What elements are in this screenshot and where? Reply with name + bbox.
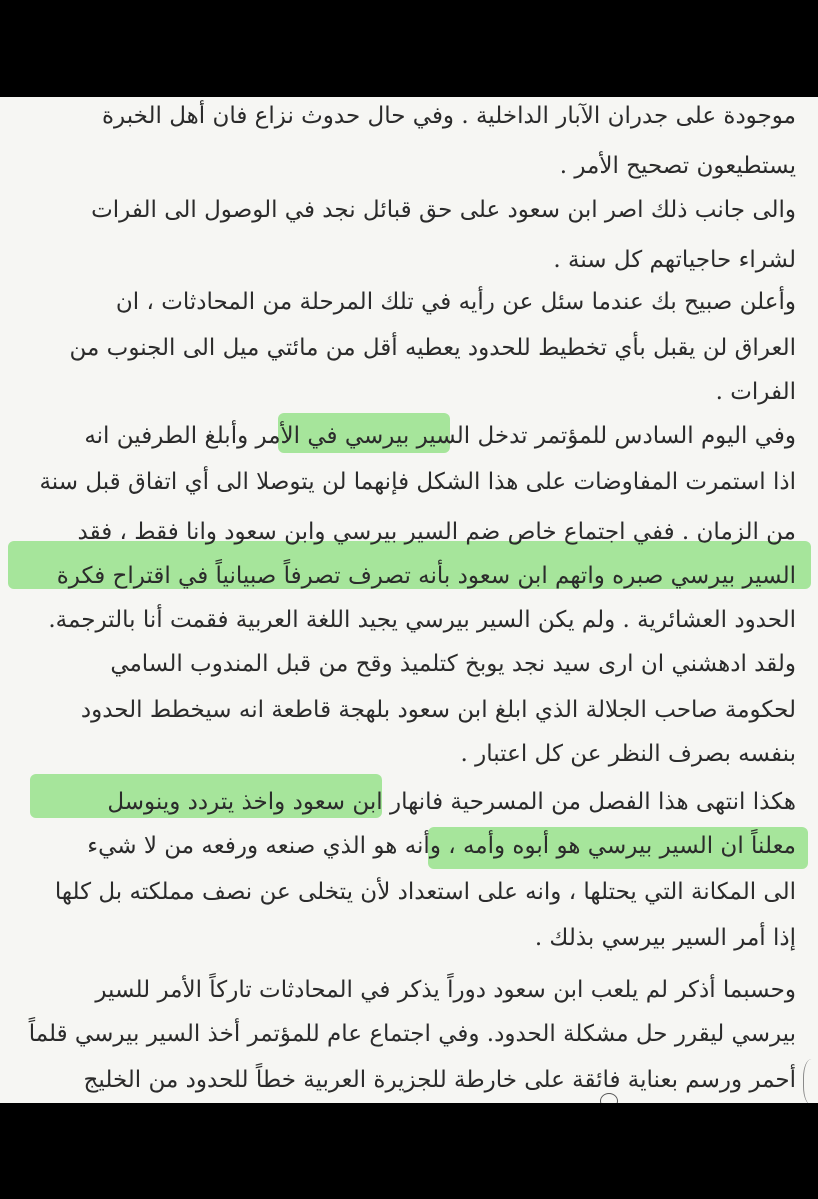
- text-line: بيرسي ليقرر حل مشكلة الحدود. وفي اجتماع عام للمؤتمر أخذ السير بيرسي قلماً: [28, 1021, 796, 1047]
- text-line: يستطيعون تصحيح الأمر .: [559, 153, 796, 179]
- text-line: الى المكانة التي يحتلها ، وانه على استعداد لأن يتخلى عن نصف مملكته بل كلها: [54, 879, 796, 905]
- text-line: بنفسه بصرف النظر عن كل اعتبار .: [460, 741, 796, 767]
- text-line: معلناً ان السير بيرسي هو أبوه وأمه ، وأنه هو الذي صنعه ورفعه من لا شيء: [87, 833, 796, 859]
- text-line: من الزمان . ففي اجتماع خاص ضم السير بيرسي وابن سعود وانا فقط ، فقد: [77, 519, 796, 545]
- scanned-page: [0, 97, 818, 1103]
- text-line: اذا استمرت المفاوضات على هذا الشكل فإنهما لن يتوصلا الى أي اتفاق قبل سنة: [39, 469, 796, 495]
- text-line: لشراء حاجياتهم كل سنة .: [553, 247, 796, 273]
- text-line: وفي اليوم السادس للمؤتمر تدخل السير بيرسي في الأمر وأبلغ الطرفين انه: [84, 423, 796, 449]
- text-line: الفرات .: [715, 379, 796, 405]
- text-line: وحسبما أذكر لم يلعب ابن سعود دوراً يذكر في المحادثات تاركاً الأمر للسير: [95, 977, 796, 1003]
- text-line: السير بيرسي صبره واتهم ابن سعود بأنه تصرف تصرفاً صبيانياً في اقتراح فكرة: [56, 563, 796, 589]
- text-line: والى جانب ذلك اصر ابن سعود على حق قبائل نجد في الوصول الى الفرات: [91, 197, 796, 223]
- text-line: أحمر ورسم بعناية فائقة على خارطة للجزيرة العربية خطاً للحدود من الخليج: [83, 1067, 796, 1093]
- text-line: العراق لن يقبل بأي تخطيط للحدود يعطيه أقل من مائتي ميل الى الجنوب من: [69, 335, 796, 361]
- text-line: موجودة على جدران الآبار الداخلية . وفي حال حدوث نزاع فان أهل الخبرة: [101, 103, 796, 129]
- text-line: إذا أمر السير بيرسي بذلك .: [534, 925, 796, 951]
- margin-mark: [803, 1059, 818, 1103]
- text-line: ولقد ادهشني ان ارى سيد نجد يوبخ كتلميذ وقح من قبل المندوب السامي: [110, 651, 796, 677]
- text-line: لحكومة صاحب الجلالة الذي ابلغ ابن سعود بلهجة قاطعة انه سيخطط الحدود: [80, 697, 796, 723]
- text-line: وأعلن صبيح بك عندما سئل عن رأيه في تلك المرحلة من المحادثات ، ان: [115, 289, 796, 315]
- text-line: هكذا انتهى هذا الفصل من المسرحية فانهار ابن سعود واخذ يتردد وينوسل: [107, 789, 796, 815]
- text-line: الحدود العشائرية . ولم يكن السير بيرسي يجيد اللغة العربية فقمت أنا بالترجمة.: [48, 607, 796, 633]
